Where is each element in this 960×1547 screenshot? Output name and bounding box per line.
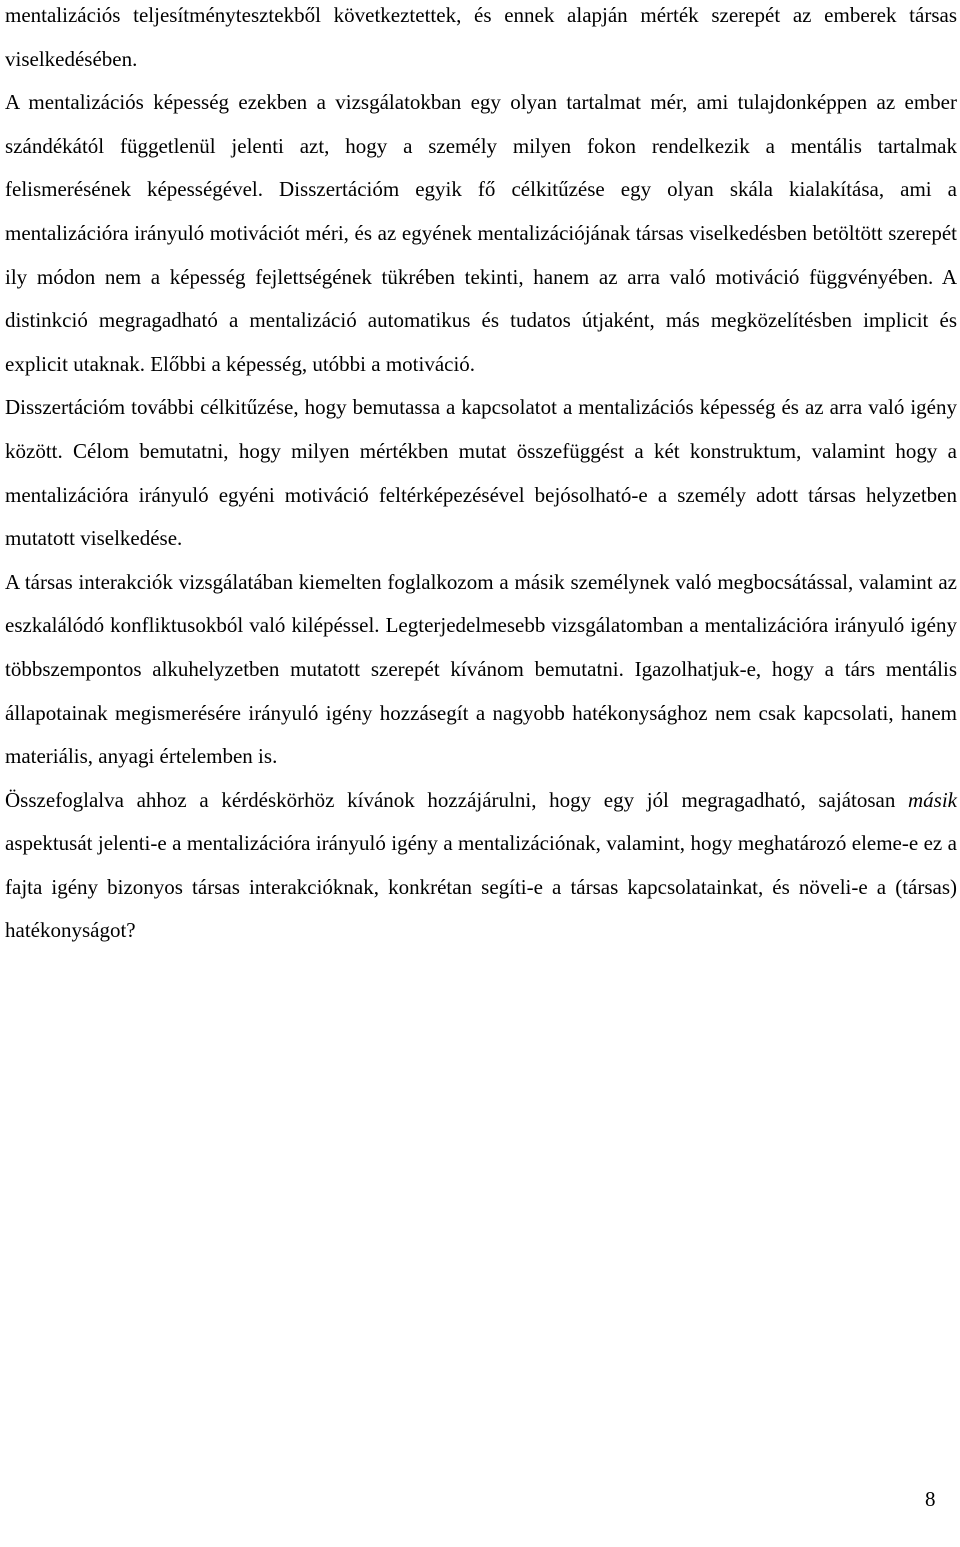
text-run: A mentalizációs képesség ezekben a vizsgálatokban egy olyan tartalmat mér, ami tulajdonképpen az ember szándékától függetlenül jelenti azt, hogy a személy milyen fokon rendelkezik a mentális tartalmak felismerésének képességével. Disszertációm egyik fő célkitűzése egy olyan skála kialakítása, ami a mentalizációra irányuló motivációt méri, és az egyének mentalizációjának társas viselkedésben betöltött szerepét ily módon nem a képesség fejlettségének tükrében tekinti, hanem az arra való motiváció függvényében. A distinkció megragadható a mentalizáció automatikus és tudatos útjaként, más megközelítésben implicit és explicit utaknak. Előbbi a képesség, utóbbi a motiváció.: [5, 90, 957, 376]
italic-text-run: másik: [908, 787, 957, 812]
text-run: Disszertációm további célkitűzése, hogy bemutassa a kapcsolatot a mentalizációs képesség és az arra való igény között. Célom bemutatni, hogy milyen mértékben mutat összefüggést a két konstruktum, valamint hogy a mentalizációra irányuló egyéni motiváció feltérképezésével bejósolható-e a személy adott társas helyzetben mutatott viselkedése.: [5, 395, 957, 551]
paragraph: [5, 386, 957, 560]
paragraph: [5, 0, 957, 81]
text-run: mentalizációs teljesítménytesztekből következtettek, és ennek alapján mérték szerepét az emberek társas viselkedésében.: [5, 3, 957, 71]
page-number: 8: [925, 1487, 936, 1511]
paragraph: [5, 561, 957, 779]
paragraph: [5, 779, 957, 953]
text-run: Összefoglalva ahhoz a kérdéskörhöz kívánok hozzájárulni, hogy egy jól megragadható, sajátosan: [5, 787, 908, 812]
text-run: A társas interakciók vizsgálatában kiemelten foglalkozom a másik személynek való megbocsátással, valamint az eszkalálódó konfliktusokból való kilépéssel. Legterjedelmesebb vizsgálatomban a mentalizációra irányuló igény többszempontos alkuhelyzetben mutatott szerepét kívánom bemutatni. Igazolhatjuk-e, hogy a társ mentális állapotainak megismerésére irányuló igény hozzásegít a nagyobb hatékonysághoz nem csak kapcsolati, hanem materiális, anyagi értelemben is.: [5, 569, 957, 769]
text-run: aspektusát jelenti-e a mentalizációra irányuló igény a mentalizációnak, valamint, hogy meghatározó eleme-e ez a fajta igény bizonyos társas interakcióknak, konkrétan segíti-e a társas kapcsolatainkat, és növeli-e a (társas) hatékonyságot?: [5, 831, 957, 943]
paragraph: [5, 81, 957, 386]
document-body: [5, 0, 957, 953]
